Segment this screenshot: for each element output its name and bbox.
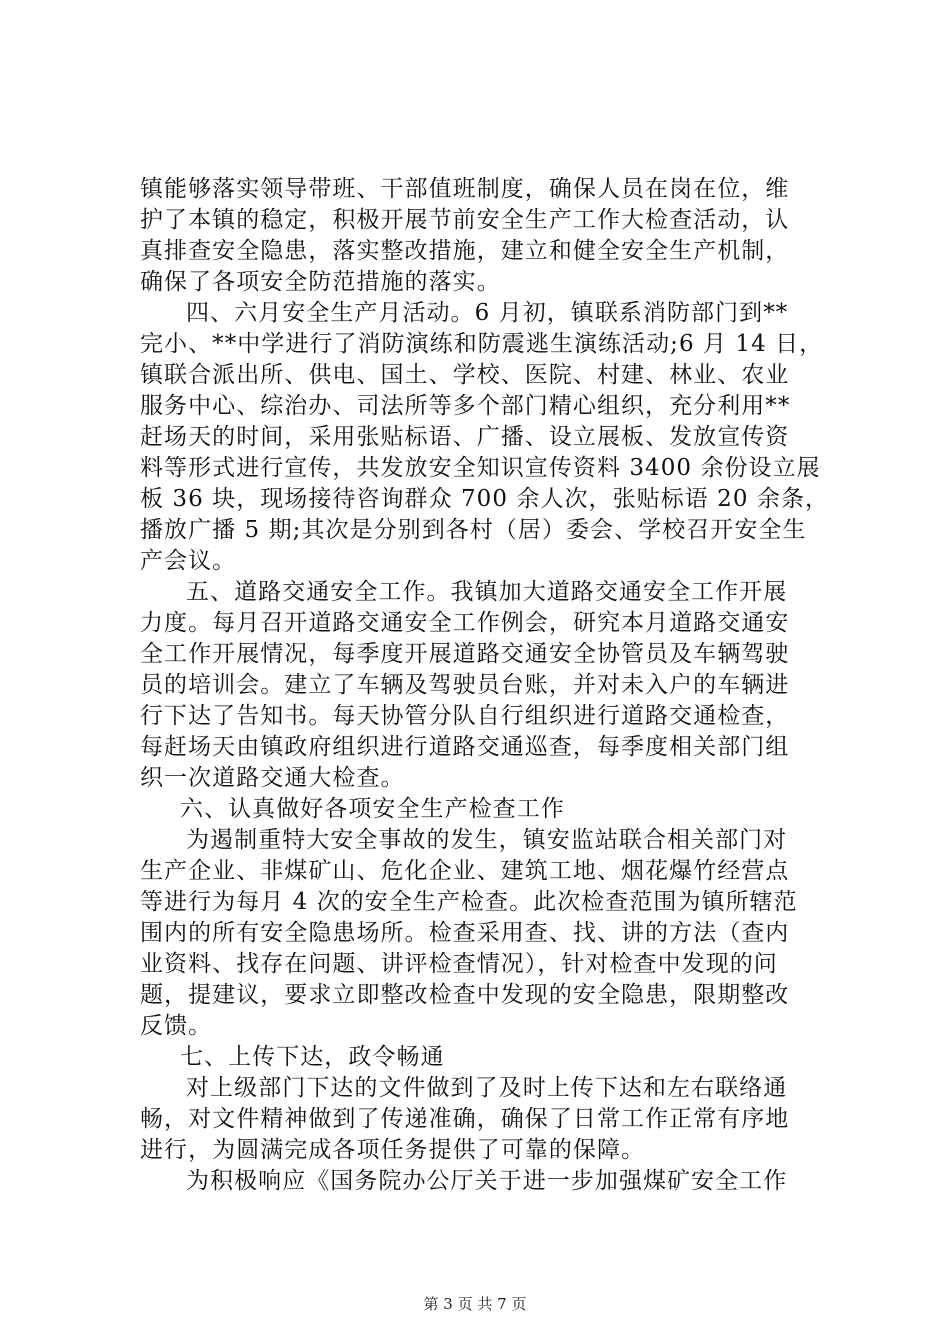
section-heading: 六、认真做好各项安全生产检查工作 [180,796,565,822]
body-line: 为遏制重特大安全事故的发生，镇安监站联合相关部门对 [186,827,788,853]
body-line: 行下达了告知书。每天协管分队自行组织进行道路交通检查， [140,703,790,729]
body-line: 料等形式进行宣传，共发放安全知识宣传资料 3400 余份设立展 [140,455,821,481]
body-line: 等进行为每月 4 次的安全生产检查。此次检查范围为镇所辖范 [140,889,798,915]
body-line: 镇能够落实领导带班、干部值班制度，确保人员在岗在位，维 [140,176,790,202]
body-line: 进行，为圆满完成各项任务提供了可靠的保障。 [140,1137,646,1163]
body-line: 反馈。 [140,1013,213,1039]
section-heading-line: 五、道路交通安全工作。我镇加大道路交通安全工作开展 [186,579,788,605]
body-line: 真排查安全隐患，落实整改措施，建立和健全安全生产机制， [140,238,790,264]
body-line: 业资料、找存在问题、讲评检查情况），针对检查中发现的问 [140,951,778,977]
body-line: 对上级部门下达的文件做到了及时上传下达和左右联络通 [186,1075,788,1101]
body-line: 完小、**中学进行了消防演练和防震逃生演练活动;6 月 14 日， [140,331,824,357]
body-line: 板 36 块，现场接待咨询群众 700 余人次，张贴标语 20 余条， [140,486,830,512]
body-line: 确保了各项安全防范措施的落实。 [140,269,501,295]
body-line: 畅，对文件精神做到了传递准确，确保了日常工作正常有序地 [140,1106,790,1132]
body-line: 生产企业、非煤矿山、危化企业、建筑工地、烟花爆竹经营点 [140,858,790,884]
section-heading: 七、上传下达，政令畅通 [180,1044,445,1070]
body-line: 为积极响应《国务院办公厅关于进一步加强煤矿安全工作 [186,1168,788,1194]
body-line: 围内的所有安全隐患场所。检查采用查、找、讲的方法（查内 [140,920,790,946]
body-line: 题，提建议，要求立即整改检查中发现的安全隐患，限期整改 [140,982,790,1008]
body-line: 每赶场天由镇政府组织进行道路交通巡查，每季度相关部门组 [140,734,790,760]
body-line: 织一次道路交通大检查。 [140,765,405,791]
page-number-footer: 第 3 页 共 7 页 [423,1295,527,1313]
body-line: 护了本镇的稳定，积极开展节前安全生产工作大检查活动，认 [140,207,790,233]
body-line: 全工作开展情况，每季度开展道路交通安全协管员及车辆驾驶 [140,641,790,667]
document-body [140,174,840,1197]
section-heading-line: 四、六月安全生产月活动。6 月初，镇联系消防部门到** [186,300,789,326]
body-line: 播放广播 5 期;其次是分别到各村（居）委会、学校召开安全生 [140,517,807,543]
body-line: 服务中心、综治办、司法所等多个部门精心组织，充分利用** [140,393,791,419]
body-line: 赶场天的时间，采用张贴标语、广播、设立展板、发放宣传资 [140,424,790,450]
body-line: 镇联合派出所、供电、国土、学校、医院、村建、林业、农业 [140,362,790,388]
body-line: 产会议。 [140,548,237,574]
body-line: 力度。每月召开道路交通安全工作例会，研究本月道路交通安 [140,610,790,636]
body-line: 员的培训会。建立了车辆及驾驶员台账，并对未入户的车辆进 [140,672,790,698]
